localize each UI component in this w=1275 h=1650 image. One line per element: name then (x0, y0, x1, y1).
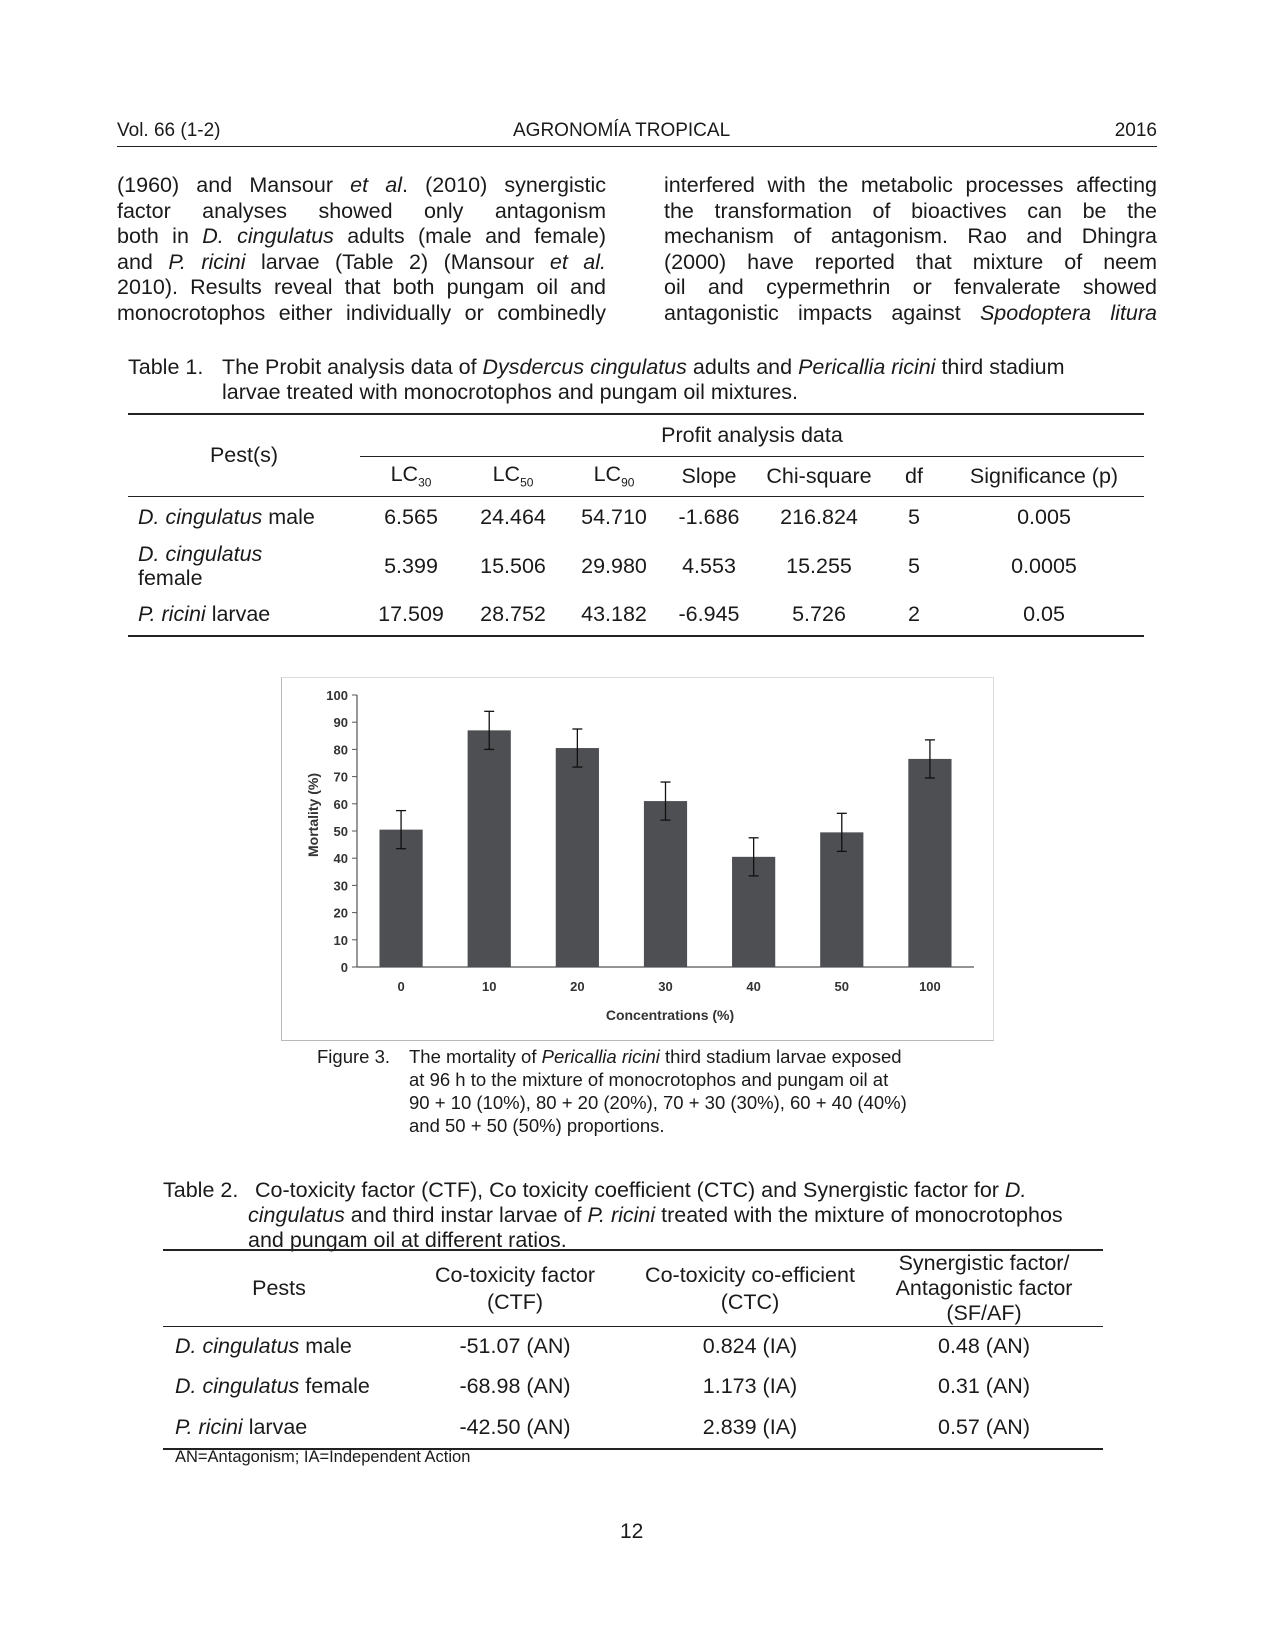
table-cell: 0.05 (1023, 602, 1065, 626)
body-column-left (117, 173, 606, 326)
table2-footnote: AN=Antagonism; IA=Independent Action (175, 1448, 471, 1466)
table-cell: 6.565 (384, 504, 438, 529)
table-cell: 0.57 (AN) (937, 1414, 1030, 1439)
body-line: interfered with the metabolic processes affecting (664, 173, 1157, 197)
body-line: and P. ricini larvae (Table 2) (Mansour et al. (117, 249, 606, 274)
table2-header-pests: Pests (163, 1250, 395, 1327)
table-cell: 15.506 (480, 553, 546, 578)
chart-bar (468, 730, 511, 967)
table-row (163, 1407, 1103, 1449)
table-cell: 2 (908, 602, 920, 626)
table-cell: 0.31 (AN) (937, 1374, 1030, 1398)
chart-y-tick-label: 10 (333, 932, 348, 948)
table2-header-sf: Synergistic factor/ Antagonistic factor (SF/AF) (865, 1250, 1103, 1327)
chart-x-tick-label: 20 (570, 979, 585, 994)
table2-caption-line: Co-toxicity factor (CTF), Co toxicity coefficient (CTC) and Synergistic factor for D. (255, 1178, 1027, 1202)
table2-pest-cell: P. ricini larvae (175, 1414, 308, 1439)
chart-x-tick-label: 40 (746, 979, 761, 994)
chart-y-axis-label: Mortality (%) (305, 773, 321, 857)
body-line: factor analyses showed only antagonism (117, 198, 606, 223)
table-row (128, 594, 1144, 636)
body-line: antagonistic impacts against Spodoptera litura (664, 300, 1157, 325)
body-line: the transformation of bioactives can be the (664, 198, 1157, 223)
chart-bar (556, 748, 599, 967)
table1-caption-line: larvae treated with monocrotophos and pungam oil mixtures. (222, 380, 799, 404)
chart-y-tick-label: 30 (333, 878, 348, 894)
table1-pest-cell: P. ricini larvae (138, 602, 271, 626)
table-cell: 5.399 (384, 553, 438, 578)
table1-pest-cell: D. cingulatus female (138, 542, 263, 590)
chart-y-tick-label: 70 (333, 769, 348, 785)
table-cell: -1.686 (678, 504, 740, 529)
chart-y-tick-label: 0 (340, 960, 348, 975)
table-cell: -42.50 (AN) (459, 1414, 571, 1439)
chart-x-tick-label: 30 (658, 979, 673, 994)
table2-header-ctf: Co-toxicity factor (CTF) (395, 1250, 635, 1327)
chart-y-tick-label: 90 (333, 715, 348, 731)
figure3-caption-line: 90 + 10 (10%), 80 + 20 (20%), 70 + 30 (30%), 60 + 40 (40%) (409, 1092, 907, 1113)
figure3-caption (317, 1045, 967, 1137)
chart-x-tick-label: 10 (481, 979, 497, 994)
chart-bar (379, 830, 422, 967)
table-cell: 2.839 (IA) (702, 1414, 798, 1439)
table-cell: -51.07 (AN) (459, 1334, 571, 1359)
body-line: mechanism of antagonism. Rao and Dhingra (664, 224, 1157, 248)
table-row (163, 1327, 1103, 1367)
chart-x-tick-label: 0 (397, 979, 405, 994)
table1-col-header: Slope (664, 456, 754, 496)
table-cell: 0.005 (1017, 504, 1071, 529)
table-cell: -68.98 (AN) (459, 1374, 571, 1398)
table2-pest-cell: D. cingulatus male (175, 1334, 352, 1359)
chart-y-tick-label: 60 (333, 796, 348, 812)
table-cell: 4.553 (682, 553, 736, 578)
figure3-caption-line: at 96 h to the mixture of monocrotophos and pungam oil at (409, 1069, 889, 1090)
chart-y-tick-label: 50 (333, 824, 348, 839)
table1-col-header: Significance (p) (944, 456, 1144, 496)
table1 (128, 413, 1144, 637)
table1-col-header: $LC_{50}$ (462, 456, 564, 496)
table-row (128, 538, 1144, 594)
body-line: 2010). Results reveal that both pungam oil and (117, 275, 606, 299)
table1-col-header: df (884, 456, 944, 496)
table2-caption-line: cingulatus and third instar larvae of P. ricini treated with the mixture of monocrotophos (248, 1203, 1063, 1227)
table-cell: 17.509 (378, 602, 444, 626)
table1-col-header: Chi-square (754, 456, 884, 496)
header-journal: AGRONOMÍA TROPICAL (513, 120, 731, 141)
table-cell: 15.255 (786, 553, 852, 578)
chart-x-tick-label: 100 (919, 979, 941, 994)
chart-bar (644, 801, 687, 967)
table-cell: 5 (908, 504, 920, 529)
table2-pest-cell: D. cingulatus female (175, 1374, 370, 1398)
table-cell: 5 (908, 553, 920, 578)
table1-caption-line: The Probit analysis data of Dysdercus cingulatus adults and Pericallia ricini third stadium (222, 355, 1065, 379)
table1-group-header: Profit analysis data (360, 414, 1144, 456)
mortality-bar-chart (282, 678, 993, 1040)
table-cell: -6.945 (678, 602, 740, 626)
table2-caption (163, 1178, 1123, 1254)
table-cell: 29.980 (581, 553, 647, 578)
chart-bar (908, 759, 951, 967)
body-line: both in D. cingulatus adults (male and female) (117, 224, 606, 248)
table-row (128, 496, 1144, 538)
body-line: (2000) have reported that mixture of neem (664, 249, 1157, 274)
chart-y-tick-label: 100 (326, 688, 348, 703)
header-volume: Vol. 66 (1-2) (117, 120, 221, 141)
body-line: (1960) and Mansour et al. (2010) synergistic (117, 173, 606, 197)
table-cell: 0.0005 (1011, 553, 1077, 578)
table2-caption-line: and pungam oil at different ratios. (248, 1228, 567, 1252)
page-number: 12 (620, 1520, 644, 1543)
chart-y-tick-label: 80 (333, 742, 348, 758)
table-cell: 28.752 (480, 602, 546, 626)
chart-y-tick-label: 40 (333, 851, 348, 867)
body-column-right (664, 173, 1157, 326)
chart-x-axis-label: Concentrations (%) (605, 1007, 735, 1023)
figure3-caption-line: The mortality of Pericallia ricini third stadium larvae exposed (409, 1046, 902, 1067)
figure3-label: Figure 3. (317, 1046, 391, 1067)
table1-col-header: $LC_{90}$ (564, 456, 664, 496)
table-cell: 54.710 (581, 504, 647, 529)
table2 (163, 1249, 1103, 1450)
table1-pest-cell: D. cingulatus male (138, 504, 315, 529)
table-cell: 24.464 (480, 504, 546, 529)
chart-bar (820, 832, 863, 967)
table1-pest-header: Pest(s) (128, 414, 360, 496)
running-header (117, 116, 1157, 147)
figure3-caption-line: and 50 + 50 (50%) proportions. (409, 1115, 665, 1136)
chart-y-tick-label: 20 (333, 905, 348, 921)
table1-label: Table 1. (128, 355, 204, 379)
table-row (163, 1367, 1103, 1407)
chart-x-tick-label: 50 (834, 979, 850, 994)
table-cell: 216.824 (780, 504, 858, 529)
table-cell: 5.726 (792, 602, 846, 626)
body-line: oil and cypermethrin or fenvalerate showed (664, 275, 1157, 299)
table-cell: 0.824 (IA) (702, 1334, 798, 1359)
header-year: 2016 (1114, 120, 1157, 141)
table2-label: Table 2. (163, 1178, 239, 1202)
figure3-frame (281, 677, 994, 1041)
table-cell: 1.173 (IA) (702, 1374, 798, 1398)
table-cell: 43.182 (581, 602, 647, 626)
table-cell: 0.48 (AN) (937, 1334, 1030, 1359)
table1-caption (128, 355, 1158, 407)
body-line: monocrotophos either individually or combinedly (117, 300, 606, 325)
table1-col-header: $LC_{30}$ (360, 456, 462, 496)
table2-header-ctc: Co-toxicity co-efficient (CTC) (635, 1250, 865, 1327)
